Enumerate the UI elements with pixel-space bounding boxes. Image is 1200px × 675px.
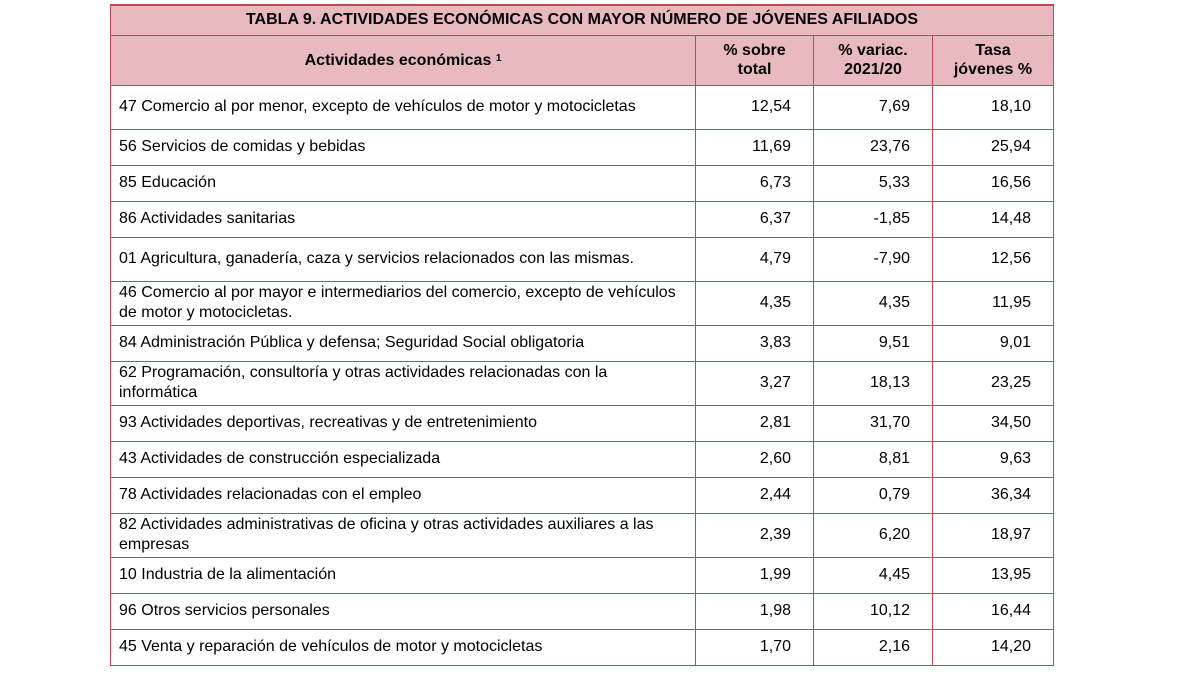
- header-variation: [814, 35, 933, 85]
- header-rate-line2: jóvenes %: [953, 61, 1033, 78]
- table-row: [111, 85, 1054, 129]
- table-row: [111, 477, 1054, 513]
- header-variation-line2: 2021/20: [844, 61, 902, 78]
- share-cell: 2,39: [696, 513, 814, 557]
- economic-activities-table: [110, 4, 1054, 666]
- share-cell: 2,60: [696, 441, 814, 477]
- activity-cell: 45 Venta y reparación de vehículos de motor y motocicletas: [111, 629, 696, 665]
- table-row: [111, 361, 1054, 405]
- rate-cell: 18,97: [933, 513, 1054, 557]
- header-share-line2: total: [737, 61, 772, 78]
- variation-cell: 0,79: [814, 477, 933, 513]
- rate-cell: 14,48: [933, 201, 1054, 237]
- table-row: [111, 237, 1054, 281]
- header-activity-label: Actividades económicas: [304, 51, 492, 69]
- share-cell: 1,98: [696, 593, 814, 629]
- variation-cell: 4,35: [814, 281, 933, 325]
- header-rate-line1: Tasa: [975, 42, 1011, 59]
- rate-cell: 13,95: [933, 557, 1054, 593]
- share-cell: 12,54: [696, 85, 814, 129]
- activity-cell: 84 Administración Pública y defensa; Seguridad Social obligatoria: [111, 325, 696, 361]
- table-header-row: [111, 35, 1054, 85]
- activity-cell: 96 Otros servicios personales: [111, 593, 696, 629]
- header-share: [696, 35, 814, 85]
- table-title-row: [111, 5, 1054, 35]
- rate-cell: 36,34: [933, 477, 1054, 513]
- activity-cell: 62 Programación, consultoría y otras actividades relacionadas con la informática: [111, 361, 696, 405]
- share-cell: 3,83: [696, 325, 814, 361]
- rate-cell: 11,95: [933, 281, 1054, 325]
- activity-cell: 85 Educación: [111, 165, 696, 201]
- variation-cell: 6,20: [814, 513, 933, 557]
- variation-cell: -1,85: [814, 201, 933, 237]
- variation-cell: 2,16: [814, 629, 933, 665]
- share-cell: 1,70: [696, 629, 814, 665]
- share-cell: 6,73: [696, 165, 814, 201]
- activity-cell: 47 Comercio al por menor, excepto de vehículos de motor y motocicletas: [111, 85, 696, 129]
- variation-cell: 5,33: [814, 165, 933, 201]
- variation-cell: 23,76: [814, 129, 933, 165]
- activity-cell: 56 Servicios de comidas y bebidas: [111, 129, 696, 165]
- variation-cell: 31,70: [814, 405, 933, 441]
- variation-cell: 9,51: [814, 325, 933, 361]
- share-cell: 6,37: [696, 201, 814, 237]
- variation-cell: 7,69: [814, 85, 933, 129]
- activity-cell: 10 Industria de la alimentación: [111, 557, 696, 593]
- activity-cell: 82 Actividades administrativas de oficina y otras actividades auxiliares a las empresas: [111, 513, 696, 557]
- rate-cell: 23,25: [933, 361, 1054, 405]
- rate-cell: 12,56: [933, 237, 1054, 281]
- header-activity: [111, 35, 696, 85]
- table-row: [111, 513, 1054, 557]
- rate-cell: 34,50: [933, 405, 1054, 441]
- header-share-line1: % sobre: [723, 42, 786, 59]
- table-row: [111, 557, 1054, 593]
- variation-cell: 18,13: [814, 361, 933, 405]
- rate-cell: 9,01: [933, 325, 1054, 361]
- table-row: [111, 325, 1054, 361]
- table-row: [111, 441, 1054, 477]
- activity-cell: 78 Actividades relacionadas con el empleo: [111, 477, 696, 513]
- share-cell: 2,44: [696, 477, 814, 513]
- share-cell: 4,79: [696, 237, 814, 281]
- rate-cell: 9,63: [933, 441, 1054, 477]
- share-cell: 2,81: [696, 405, 814, 441]
- variation-cell: 8,81: [814, 441, 933, 477]
- activity-cell: 93 Actividades deportivas, recreativas y de entretenimiento: [111, 405, 696, 441]
- table-title: TABLA 9. ACTIVIDADES ECONÓMICAS CON MAYOR NÚMERO DE JÓVENES AFILIADOS: [111, 5, 1054, 35]
- rate-cell: 16,56: [933, 165, 1054, 201]
- variation-cell: 4,45: [814, 557, 933, 593]
- table-row: [111, 629, 1054, 665]
- activity-cell: 01 Agricultura, ganadería, caza y servicios relacionados con las mismas.: [111, 237, 696, 281]
- activity-cell: 46 Comercio al por mayor e intermediarios del comercio, excepto de vehículos de motor y motocicletas.: [111, 281, 696, 325]
- share-cell: 4,35: [696, 281, 814, 325]
- table-row: [111, 165, 1054, 201]
- activity-cell: 43 Actividades de construcción especializada: [111, 441, 696, 477]
- activity-cell: 86 Actividades sanitarias: [111, 201, 696, 237]
- rate-cell: 14,20: [933, 629, 1054, 665]
- share-cell: 11,69: [696, 129, 814, 165]
- rate-cell: 25,94: [933, 129, 1054, 165]
- header-variation-line1: % variac.: [838, 42, 908, 59]
- table-row: [111, 405, 1054, 441]
- share-cell: 3,27: [696, 361, 814, 405]
- table-row: [111, 201, 1054, 237]
- variation-cell: 10,12: [814, 593, 933, 629]
- table-row: [111, 593, 1054, 629]
- header-activity-footnote: 1: [495, 52, 502, 64]
- table-row: [111, 129, 1054, 165]
- rate-cell: 16,44: [933, 593, 1054, 629]
- table-row: [111, 281, 1054, 325]
- variation-cell: -7,90: [814, 237, 933, 281]
- header-rate: [933, 35, 1054, 85]
- rate-cell: 18,10: [933, 85, 1054, 129]
- share-cell: 1,99: [696, 557, 814, 593]
- table-container: [110, 4, 1053, 666]
